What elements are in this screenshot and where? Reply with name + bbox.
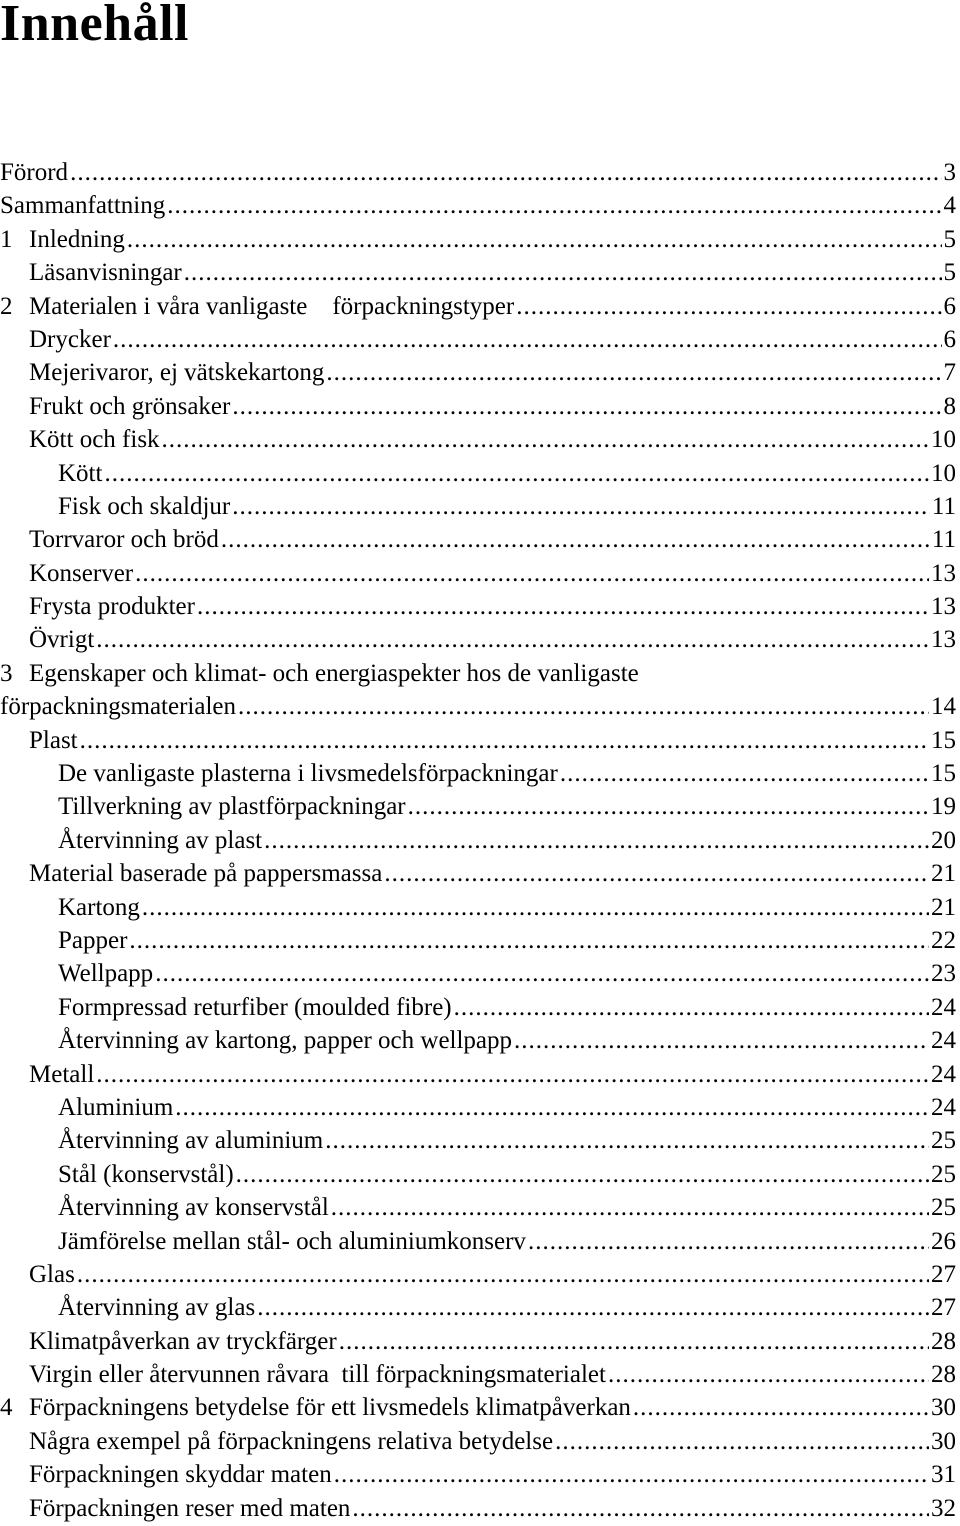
- toc-entry-label: Tillverkning av plastförpackningar: [58, 793, 406, 821]
- table-of-contents: [0, 156, 960, 1525]
- toc-entry-label: Mejerivaror, ej vätskekartong: [29, 359, 325, 387]
- toc-entry[interactable]: [0, 423, 960, 456]
- toc-entry-page: 6: [943, 325, 956, 353]
- toc-entry-page: 6: [943, 292, 956, 320]
- toc-entry-label: Formpressad returfiber (moulded fibre): [58, 993, 452, 1021]
- toc-entry[interactable]: [0, 1024, 960, 1057]
- toc-entry-label: Stål (konservstål): [58, 1160, 234, 1188]
- toc-entry-number: 2: [0, 292, 13, 320]
- toc-leader-dots: [113, 323, 942, 356]
- toc-entry-label: Förpackningen skyddar maten: [29, 1461, 332, 1489]
- toc-entry-label: Övrigt: [29, 626, 95, 654]
- toc-entry[interactable]: [0, 1291, 960, 1324]
- toc-entry-label: Återvinning av glas: [58, 1294, 256, 1322]
- toc-leader-dots: [232, 490, 930, 523]
- toc-entry-number: 4: [0, 1394, 13, 1422]
- toc-entry-label: Konserver: [29, 559, 134, 587]
- toc-entry-label: Frukt och grönsaker: [29, 392, 231, 420]
- toc-entry-label: Papper: [58, 926, 128, 954]
- toc-leader-dots: [155, 957, 929, 990]
- toc-leader-dots: [129, 924, 929, 957]
- toc-entry-label: De vanligaste plasterna i livsmedelsförpackningar: [58, 760, 558, 788]
- toc-entry[interactable]: [0, 623, 960, 656]
- toc-entry-number: 3: [0, 659, 13, 687]
- toc-leader-dots: [77, 1258, 929, 1291]
- toc-entry-page: 21: [931, 893, 956, 921]
- toc-entry-label: Återvinning av kartong, papper och wellpapp: [58, 1027, 513, 1055]
- toc-entry[interactable]: [0, 991, 960, 1024]
- toc-leader-dots: [514, 1024, 929, 1057]
- toc-entry-label: Sammanfattning: [0, 192, 166, 220]
- toc-entry-label: Klimatpåverkan av tryckfärger: [29, 1327, 337, 1355]
- toc-entry-label: Materialen i våra vanligaste förpackningstyper: [29, 292, 515, 320]
- toc-leader-dots: [257, 1291, 929, 1324]
- toc-entry-label: Egenskaper och klimat- och energiaspekter hos de vanligaste: [29, 659, 639, 687]
- toc-entry-label: Glas: [29, 1260, 75, 1288]
- toc-entry[interactable]: [0, 457, 960, 490]
- toc-entry-page: 11: [931, 492, 956, 520]
- toc-entry-page: 24: [931, 1060, 956, 1088]
- toc-entry[interactable]: [0, 891, 960, 924]
- toc-leader-dots: [142, 891, 929, 924]
- toc-leader-dots: [408, 790, 929, 823]
- toc-entry-page: 31: [931, 1461, 956, 1489]
- toc-entry-label: Återvinning av konservstål: [58, 1194, 329, 1222]
- toc-leader-dots: [236, 1158, 929, 1191]
- toc-entry[interactable]: [0, 390, 960, 423]
- toc-entry-label: Plast: [29, 726, 78, 754]
- toc-entry-page: 22: [931, 926, 956, 954]
- toc-entry-label: Kött och fisk: [29, 426, 160, 454]
- toc-entry-page: 15: [931, 726, 956, 754]
- toc-leader-dots: [70, 156, 941, 189]
- toc-leader-dots: [264, 824, 929, 857]
- toc-entry[interactable]: [0, 223, 960, 256]
- toc-entry-label: Kött: [58, 459, 103, 487]
- toc-entry-page: 19: [931, 793, 956, 821]
- toc-entry-page: 13: [931, 626, 956, 654]
- toc-entry-label: Virgin eller återvunnen råvara till förpackningsmaterialet: [29, 1361, 606, 1389]
- toc-entry[interactable]: [0, 1358, 960, 1391]
- toc-leader-dots: [352, 1492, 929, 1525]
- toc-entry-page: 30: [931, 1427, 956, 1455]
- toc-entry[interactable]: [0, 490, 960, 523]
- toc-entry[interactable]: [0, 857, 960, 890]
- toc-entry[interactable]: [0, 690, 960, 723]
- toc-entry-label: Drycker: [29, 325, 111, 353]
- toc-entry-page: 4: [943, 192, 956, 220]
- toc-leader-dots: [104, 457, 929, 490]
- toc-entry-page: 28: [931, 1361, 956, 1389]
- toc-leader-dots: [197, 590, 929, 623]
- toc-entry[interactable]: [0, 924, 960, 957]
- toc-entry-label: Aluminium: [58, 1093, 174, 1121]
- toc-entry-page: 10: [931, 459, 956, 487]
- toc-entry-label: Förord: [0, 159, 69, 186]
- toc-leader-dots: [96, 1058, 929, 1091]
- toc-entry-page: 13: [931, 593, 956, 621]
- toc-leader-dots: [184, 256, 942, 289]
- toc-entry[interactable]: [0, 1391, 960, 1424]
- toc-entry[interactable]: [0, 356, 960, 389]
- toc-entry-page: 23: [931, 960, 956, 988]
- toc-entry[interactable]: [0, 557, 960, 590]
- toc-leader-dots: [175, 1091, 929, 1124]
- toc-leader-dots: [162, 423, 929, 456]
- toc-entry-page: 27: [931, 1294, 956, 1322]
- toc-entry[interactable]: [0, 1492, 960, 1525]
- toc-entry[interactable]: [0, 790, 960, 823]
- toc-entry[interactable]: [0, 1058, 960, 1091]
- toc-entry-page: 11: [931, 526, 956, 554]
- toc-entry-page: 5: [943, 259, 956, 287]
- toc-entry-page: 7: [943, 359, 956, 387]
- toc-entry[interactable]: [0, 757, 960, 790]
- toc-entry[interactable]: [0, 1225, 960, 1258]
- toc-leader-dots: [80, 724, 929, 757]
- toc-entry-label: Förpackningen reser med maten: [29, 1494, 351, 1522]
- toc-entry[interactable]: [0, 1091, 960, 1124]
- toc-entry-label: Metall: [29, 1060, 95, 1088]
- toc-entry[interactable]: [0, 1158, 960, 1191]
- toc-leader-dots: [127, 223, 942, 256]
- toc-entry-page: 21: [931, 860, 956, 888]
- toc-entry-page: 30: [931, 1394, 956, 1422]
- toc-leader-dots: [633, 1391, 929, 1424]
- toc-entry-label: förpackningsmaterialen: [0, 693, 237, 721]
- toc-entry-page: 13: [931, 559, 956, 587]
- toc-entry-page: 27: [931, 1260, 956, 1288]
- toc-entry[interactable]: [0, 590, 960, 623]
- toc-leader-dots: [560, 757, 929, 790]
- toc-entry-page: 24: [931, 1027, 956, 1055]
- toc-leader-dots: [339, 1325, 929, 1358]
- toc-entry[interactable]: [0, 1124, 960, 1157]
- toc-entry-label: Kartong: [58, 893, 140, 921]
- toc-leader-dots: [528, 1225, 929, 1258]
- toc-leader-dots: [608, 1358, 929, 1391]
- toc-entry-label: Läsanvisningar: [29, 259, 182, 287]
- toc-entry-label: Wellpapp: [58, 960, 154, 988]
- toc-entry[interactable]: [0, 824, 960, 857]
- toc-entry[interactable]: [0, 1325, 960, 1358]
- toc-leader-dots: [325, 1124, 929, 1157]
- toc-leader-dots: [167, 189, 941, 222]
- toc-entry[interactable]: [0, 523, 960, 556]
- toc-leader-dots: [384, 857, 929, 890]
- toc-entry-number: 1: [0, 225, 13, 253]
- toc-entry-page: 25: [931, 1127, 956, 1155]
- toc-entry-page: 24: [931, 993, 956, 1021]
- toc-leader-dots: [555, 1425, 929, 1458]
- toc-entry-label: Återvinning av plast: [58, 826, 263, 854]
- toc-entry-label: Inledning: [29, 225, 125, 253]
- toc-leader-dots: [326, 356, 941, 389]
- toc-entry-label: Några exempel på förpackningens relativa betydelse: [29, 1427, 554, 1455]
- toc-entry-page: 32: [931, 1494, 956, 1522]
- toc-entry[interactable]: [0, 1258, 960, 1291]
- toc-leader-dots: [96, 623, 929, 656]
- toc-entry-label: Fisk och skaldjur: [58, 492, 231, 520]
- toc-entry-page: 25: [931, 1160, 956, 1188]
- toc-entry[interactable]: [0, 323, 960, 356]
- toc-entry-page: 10: [931, 426, 956, 454]
- page-title: Innehåll: [0, 0, 189, 52]
- toc-entry[interactable]: [0, 1425, 960, 1458]
- toc-entry[interactable]: [0, 156, 960, 189]
- toc-leader-dots: [454, 991, 929, 1024]
- toc-entry[interactable]: [0, 1458, 960, 1491]
- toc-entry-page: 14: [931, 693, 956, 721]
- toc-entry[interactable]: [0, 1191, 960, 1224]
- toc-entry-page: 25: [931, 1194, 956, 1222]
- toc-entry-page: 8: [943, 392, 956, 420]
- toc-leader-dots: [135, 557, 929, 590]
- toc-entry[interactable]: [0, 724, 960, 757]
- toc-leader-dots: [516, 290, 941, 323]
- toc-leader-dots: [238, 690, 929, 723]
- toc-entry-label: Jämförelse mellan stål- och aluminiumkonserv: [58, 1227, 526, 1255]
- toc-leader-dots: [232, 390, 941, 423]
- toc-entry-page: 28: [931, 1327, 956, 1355]
- toc-entry-page: 5: [943, 225, 956, 253]
- toc-leader-dots: [331, 1191, 929, 1224]
- toc-entry[interactable]: [0, 957, 960, 990]
- toc-leader-dots: [334, 1458, 929, 1491]
- toc-entry-page: 3: [943, 159, 956, 186]
- toc-entry-page: 20: [931, 826, 956, 854]
- toc-entry-label: Torrvaror och bröd: [29, 526, 219, 554]
- toc-entry[interactable]: [0, 256, 960, 289]
- toc-entry-label: Återvinning av aluminium: [58, 1127, 324, 1155]
- toc-entry[interactable]: [0, 290, 960, 323]
- toc-entry-label: Förpackningens betydelse för ett livsmedels klimatpåverkan: [29, 1394, 631, 1422]
- toc-entry-page: 24: [931, 1093, 956, 1121]
- toc-entry-label: Frysta produkter: [29, 593, 195, 621]
- toc-entry-page: 15: [931, 760, 956, 788]
- toc-entry[interactable]: [0, 189, 960, 222]
- toc-entry[interactable]: [0, 657, 960, 690]
- toc-entry-label: Material baserade på pappersmassa: [29, 860, 383, 888]
- toc-leader-dots: [221, 523, 930, 556]
- toc-entry-page: 26: [931, 1227, 956, 1255]
